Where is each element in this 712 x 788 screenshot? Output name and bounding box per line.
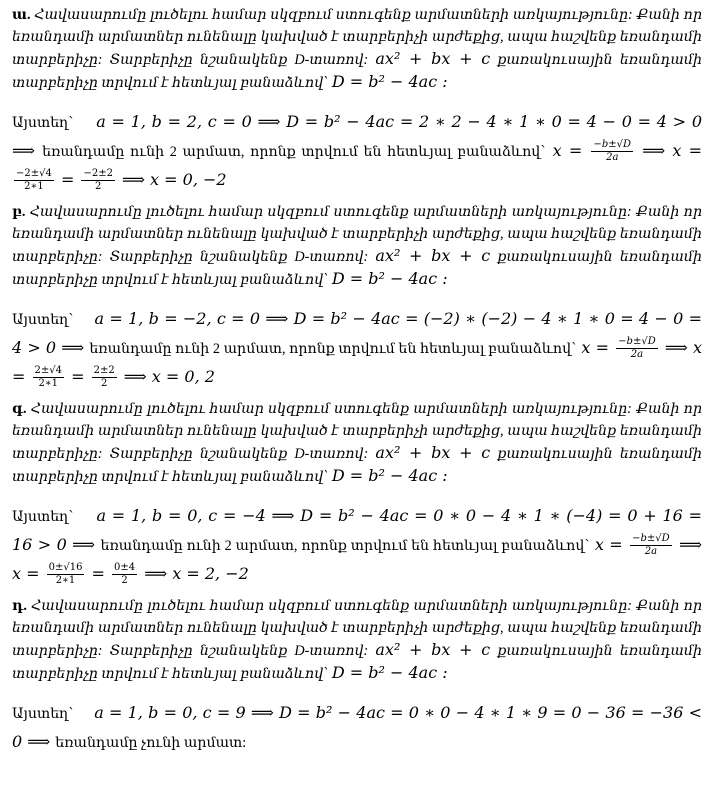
fraction-denominator: 2a <box>606 152 619 163</box>
section-c-calc-line: a = 1, b = 0, c = −4 ⟹ D = b² − 4ac = 0 ∗ 0 − 4 ∗ 1 ∗ (−4) = 0 + 16 = <box>96 506 703 525</box>
section-c-result: ⟹ x = 2, −2 <box>144 564 249 583</box>
section-d-poly-suffix: քառակուսային եռանդամի տարբերիչը տրվում է հետևյալ բանաձևով՝ <box>12 643 703 682</box>
section-a-intro-text: Հավասարումը լուծելու համար սկզբում ստուգենք արմատների առկայությունը: Քանի որ եռանդամի արմատներ ունենալը կախված է տարբերիչի արժեքից, ապա հաշվենք եռանդամի տարբերիչը: Տարբերիչը նշանակենք D-տառով: <box>12 7 702 68</box>
section-d <box>12 595 702 757</box>
fraction-numerator: −b±√D <box>593 139 632 150</box>
section-a-result: ⟹ x = 0, −2 <box>122 170 227 189</box>
fraction-denominator: 2a <box>630 349 644 360</box>
section-b-poly-suffix: քառակուսային եռանդամի տարբերիչը տրվում է հետևյալ բանաձևով՝ <box>12 249 703 288</box>
fraction-numerator: 2±√4 <box>34 365 62 376</box>
section-a-roots-text: եռանդամը ունի 2 արմատ, որոնք տրվում են հետևյալ բանաձևով՝ <box>42 144 546 160</box>
section-c-poly-suffix: քառակուսային եռանդամի տարբերիչը տրվում է հետևյալ բանաձևով՝ <box>12 446 703 485</box>
section-a-polynomial: ax² + bx + c <box>375 49 491 68</box>
fraction-numerator: 2±2 <box>93 365 115 376</box>
section-b-here: Այստեղ՝ <box>12 312 74 328</box>
equals-sign: = <box>91 564 105 583</box>
fraction-numerator: −b±√D <box>632 533 670 544</box>
section-b-formula: D = b² − 4ac : <box>331 269 448 288</box>
section-c-formula: D = b² − 4ac : <box>331 466 448 485</box>
section-b-intro <box>12 201 702 291</box>
section-b-result: ⟹ x = 0, 2 <box>123 367 215 386</box>
section-c-label: գ. <box>12 401 27 417</box>
section-a-calc-line: a = 1, b = 2, c = 0 ⟹ D = b² − 4ac = 2 ∗ 2 − 4 ∗ 1 ∗ 0 = 4 − 0 = 4 > 0 ⟹ <box>12 112 703 160</box>
equals-sign: = <box>60 170 75 189</box>
section-a-label: ա. <box>12 7 31 23</box>
fraction-denominator: 2 <box>95 181 102 192</box>
section-a-substituted-fraction <box>14 168 54 193</box>
section-b-x-eq: x = <box>581 338 609 357</box>
section-b <box>12 201 702 390</box>
section-a-formula-fraction <box>591 139 633 164</box>
section-b-simplified-fraction <box>92 365 117 390</box>
section-d-calculation <box>12 699 702 757</box>
section-c-intro <box>12 398 702 488</box>
fraction-denominator: 2∗1 <box>24 181 44 192</box>
section-a-poly-suffix: քառակուսային եռանդամի տարբերիչը տրվում է հետևյալ բանաձևով՝ <box>12 52 703 91</box>
fraction-denominator: 2a <box>644 546 658 557</box>
section-a-formula: D = b² − 4ac : <box>331 72 448 91</box>
section-d-no-roots-text: եռանդամը չունի արմատ: <box>55 735 247 751</box>
section-c-formula-fraction <box>630 533 672 558</box>
section-c-calc-line-2: 16 > 0 ⟹ <box>12 535 96 554</box>
section-c-here: Այստեղ՝ <box>12 509 74 525</box>
section-a-calculation <box>12 108 702 193</box>
fraction-denominator: 2 <box>121 575 128 586</box>
section-c <box>12 398 702 587</box>
section-c-simplified-fraction <box>112 562 137 587</box>
section-b-polynomial: ax² + bx + c <box>375 246 491 265</box>
section-c-arrow: ⟹ <box>679 535 703 554</box>
fraction-numerator: 0±√16 <box>48 562 83 573</box>
section-b-x-eq-2: x = <box>12 338 703 386</box>
section-c-x-eq-2: x = <box>12 564 40 583</box>
section-b-formula-fraction <box>616 336 658 361</box>
section-c-roots-text: եռանդամը ունի 2 արմատ, որոնք տրվում են հետևյալ բանաձևով՝ <box>100 538 590 554</box>
fraction-numerator: −2±2 <box>83 168 113 179</box>
section-a-x-eq: x = <box>552 141 583 160</box>
section-d-here: Այստեղ՝ <box>12 706 74 722</box>
fraction-numerator: 0±4 <box>114 562 136 573</box>
fraction-numerator: −2±√4 <box>16 168 52 179</box>
section-b-label: բ. <box>12 204 26 220</box>
section-b-calc-line-2: 4 > 0 ⟹ <box>12 338 85 357</box>
fraction-denominator: 2∗1 <box>55 575 76 586</box>
section-c-intro-text: Հավասարումը լուծելու համար սկզբում ստուգենք արմատների առկայությունը: Քանի որ եռանդամի արմատներ ունենալը կախված է տարբերիչի արժեքից, ապա հաշվենք եռանդամի տարբերիչը: Տարբերիչը նշանակենք D-տառով: <box>12 401 702 462</box>
section-a-intro <box>12 4 702 94</box>
section-d-intro-text: Հավասարումը լուծելու համար սկզբում ստուգենք արմատների առկայությունը: Քանի որ եռանդամի արմատներ ունենալը կախված է տարբերիչի արժեքից, ապա հաշվենք եռանդամի տարբերիչը: Տարբերիչը նշանակենք D-տառով: <box>12 598 703 659</box>
section-b-roots-text: եռանդամը ունի 2 արմատ, որոնք տրվում են հետևյալ բանաձևով՝ <box>89 341 577 357</box>
section-c-polynomial: ax² + bx + c <box>375 443 491 462</box>
section-d-calc-line-2: 0 ⟹ <box>12 732 51 751</box>
equals-sign: = <box>71 367 85 386</box>
section-c-x-eq: x = <box>594 535 623 554</box>
section-c-calculation <box>12 502 702 587</box>
section-a-arrow-x: ⟹ x = <box>642 141 703 160</box>
section-d-calc-line: a = 1, b = 0, c = 9 ⟹ D = b² − 4ac = 0 ∗ 0 − 4 ∗ 1 ∗ 9 = 0 − 36 = −36 < <box>94 703 703 722</box>
section-d-formula: D = b² − 4ac : <box>331 663 448 682</box>
section-a-simplified-fraction <box>81 168 114 193</box>
section-d-polynomial: ax² + bx + c <box>375 640 491 659</box>
section-b-calculation <box>12 305 702 390</box>
section-d-intro <box>12 595 702 685</box>
section-a <box>12 0 702 193</box>
section-b-substituted-fraction <box>33 365 64 390</box>
fraction-denominator: 2 <box>100 378 108 389</box>
section-b-arrow: ⟹ <box>664 338 688 357</box>
fraction-numerator: −b±√D <box>618 336 656 347</box>
section-b-intro-text: Հավասարումը լուծելու համար սկզբում ստուգենք արմատների առկայությունը: Քանի որ եռանդամի արմատներ ունենալը կախված է տարբերիչի արժեքից, ապա հաշվենք եռանդամի տարբերիչը: Տարբերիչը նշանակենք D-տառով: <box>12 204 703 265</box>
section-c-substituted-fraction <box>47 562 85 587</box>
section-b-calc-line: a = 1, b = −2, c = 0 ⟹ D = b² − 4ac = (−2) ∗ (−2) − 4 ∗ 1 ∗ 0 = 4 − 0 = <box>94 309 702 328</box>
section-d-label: դ. <box>12 598 27 614</box>
section-a-here: Այստեղ՝ <box>12 115 74 131</box>
fraction-denominator: 2∗1 <box>38 378 58 389</box>
